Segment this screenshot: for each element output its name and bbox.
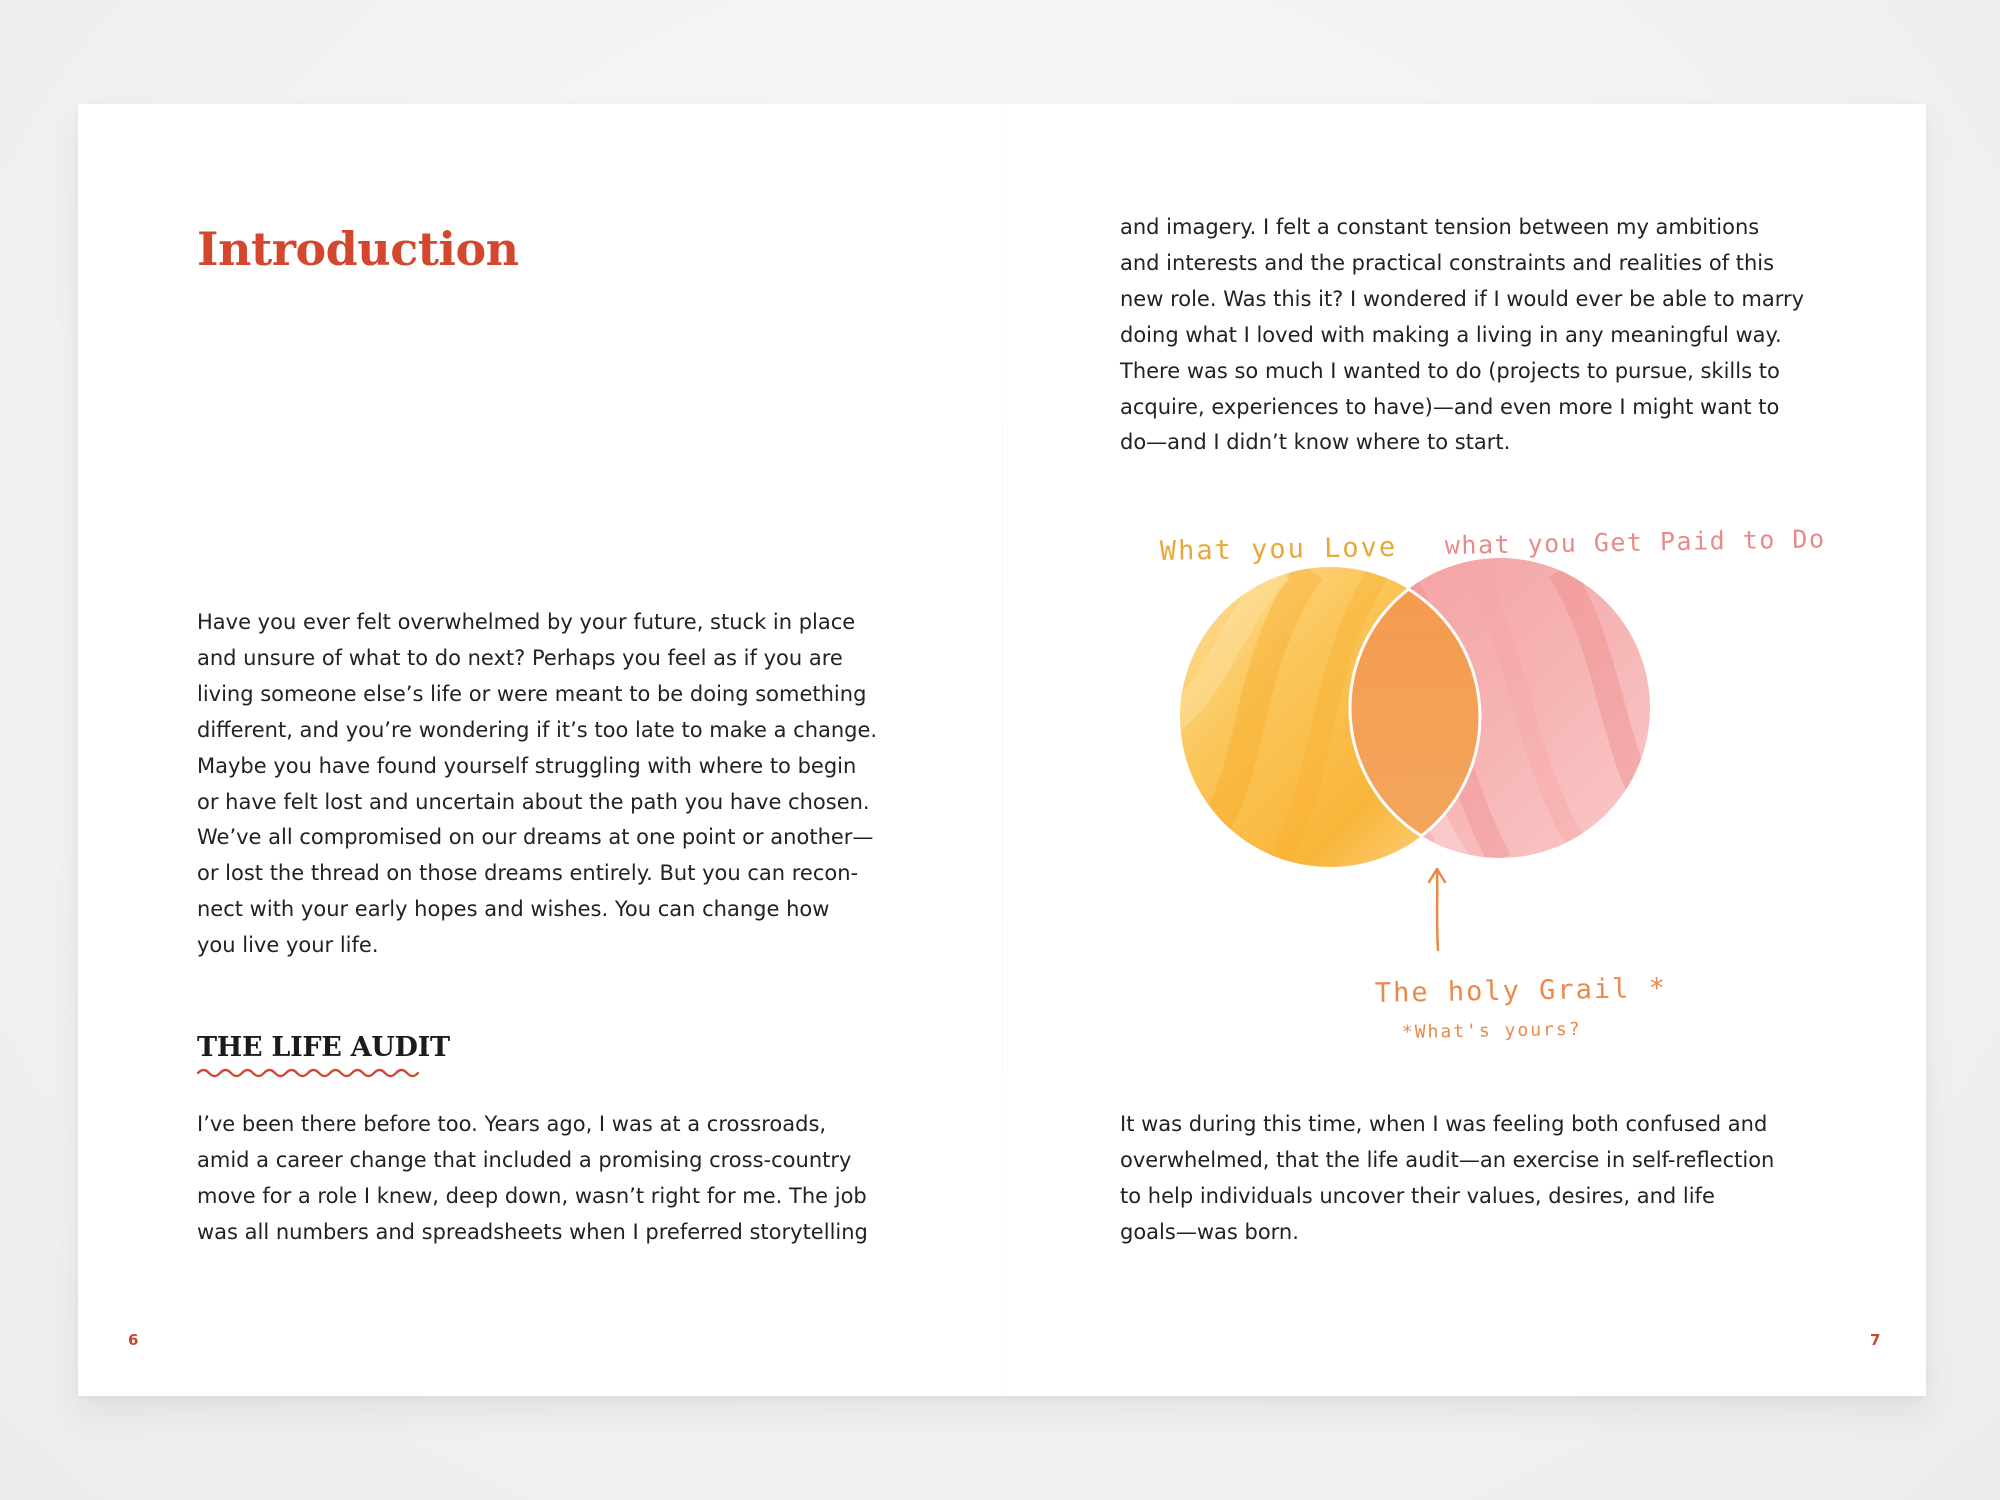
closing-paragraph: It was during this time, when I was feeling both confused and overwhelmed, that the life audit—an exercise in self-reflection to help individuals uncover their values, desires, and life goals—was born. (1120, 1112, 1775, 1244)
arrow-up-icon (1429, 869, 1445, 950)
label-what-you-love: What you Love (1159, 531, 1398, 567)
squiggle-underline (197, 1066, 419, 1080)
page-number-left: 6 (128, 1331, 139, 1349)
label-what-you-get-paid: what you Get Paid to Do (1444, 524, 1826, 560)
section-paragraph: I’ve been there before too. Years ago, I was at a crossroads, amid a career change that included a promising cross-country move for a role I knew, deep down, wasn’t right for me. The job was all numbers and spreadsheets when I preferred storytelling (197, 1112, 868, 1244)
label-whats-yours: *What's yours? (1401, 1018, 1582, 1043)
intro-paragraph: Have you ever felt overwhelmed by your future, stuck in place and unsure of what to do next? Perhaps you feel as if you are living someone else’s life or were meant to be doing something different, and you’re wondering if it’s too late to make a change. Maybe you have found yourself struggling with where to begin or have felt lost and uncertain about the path you have chosen. We’ve all compromised on our dreams at one point or another— or lost the thread on those dreams entirely. But you can recon- nect with your early hopes and wishes. You can change how you live your life. (197, 610, 878, 958)
venn-diagram (1140, 510, 1840, 1070)
label-holy-grail: The holy Grail * (1374, 972, 1668, 1009)
page-title: Introduction (197, 222, 519, 276)
section-heading: THE LIFE AUDIT (197, 1032, 450, 1063)
continued-paragraph: and imagery. I felt a constant tension between my ambitions and interests and the practical constraints and realities of this new role. Was this it? I wondered if I would ever be able to marry doing what I loved with making a living in any meaningful way. There was so much I wanted to do (projects to pursue, skills to acquire, experiences to have)—and even more I might want to do—and I didn’t know where to start. (1120, 215, 1805, 455)
page-number-right: 7 (1870, 1331, 1881, 1349)
